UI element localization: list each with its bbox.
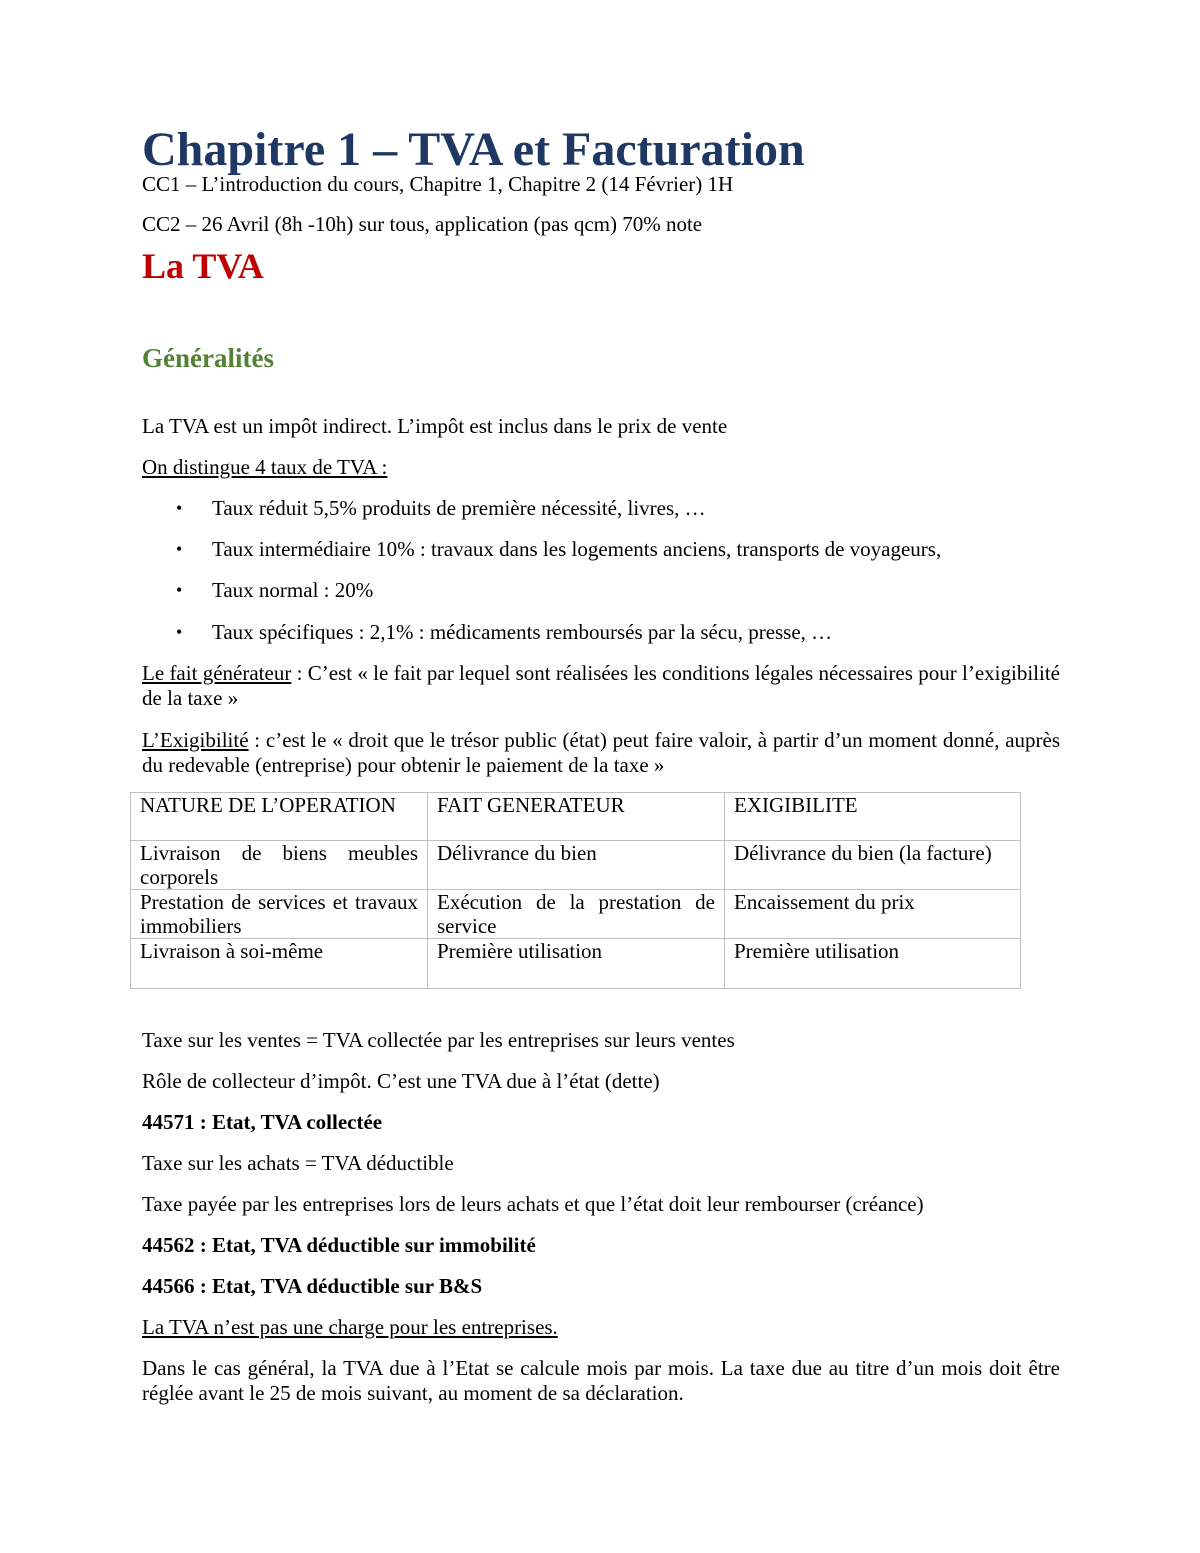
table-row [131, 841, 1021, 890]
table-cell: Délivrance du bien (la facture) [725, 841, 1021, 890]
table-header-cell: EXIGIBILITE [725, 793, 1021, 841]
list-item [142, 578, 1062, 603]
taxe-achats-line: Taxe sur les achats = TVA déductible [142, 1151, 454, 1175]
table-cell: Livraison à soi-même [131, 939, 428, 989]
table-header-cell: NATURE DE L’OPERATION [131, 793, 428, 841]
general-case-paragraph: Dans le cas général, la TVA due à l’Etat se calcule mois par mois. La taxe due au titre d’un mois doit être réglée avant le 25 de mois suivant, au moment de sa déclaration. [142, 1356, 1060, 1405]
bullet-icon: • [176, 622, 183, 642]
vat-table [130, 792, 1021, 989]
chapter-title: Chapitre 1 – TVA et Facturation [142, 123, 805, 176]
table-cell: Exécution de la prestation de service [428, 890, 725, 939]
table-row [131, 939, 1021, 989]
cc1-line: CC1 – L’introduction du cours, Chapitre 1, Chapitre 2 (14 Février) 1H [142, 172, 734, 196]
exigibilite-paragraph [142, 728, 1060, 778]
fait-generateur-definition: : C’est « le fait par lequel sont réalisées les conditions légales nécessaires pour l’exigibilité de la taxe » [142, 661, 1060, 710]
list-item [142, 496, 1062, 521]
table-cell: Prestation de services et travaux immobiliers [131, 890, 428, 939]
exigibilite-definition: : c’est le « droit que le trésor public (état) peut faire valoir, à partir d’un moment donné, auprès du redevable (entreprise) pour obtenir le paiement de la taxe » [142, 728, 1060, 777]
cc2-line: CC2 – 26 Avril (8h -10h) sur tous, application (pas qcm) 70% note [142, 212, 703, 236]
table-cell: Première utilisation [725, 939, 1021, 989]
account-44571: 44571 : Etat, TVA collectée [142, 1110, 383, 1134]
fait-generateur-paragraph [142, 661, 1060, 711]
table-cell: Livraison de biens meubles corporels [131, 841, 428, 890]
subsection-title: Généralités [142, 343, 274, 373]
rate-text: Taux normal : 20% [212, 578, 374, 602]
bullet-icon: • [176, 580, 183, 600]
taxe-payee-line: Taxe payée par les entreprises lors de leurs achats et que l’état doit leur rembourser (créance) [142, 1192, 924, 1216]
table-header-cell: FAIT GENERATEUR [428, 793, 725, 841]
bullet-icon: • [176, 539, 183, 559]
list-item [142, 537, 1062, 562]
account-44562: 44562 : Etat, TVA déductible sur immobilité [142, 1233, 536, 1257]
table-header-row [131, 793, 1021, 841]
exigibilite-term: L’Exigibilité [142, 728, 249, 752]
rate-text: Taux intermédiaire 10% : travaux dans les logements anciens, transports de voyageurs, [212, 537, 942, 561]
section-title: La TVA [142, 246, 264, 286]
role-line: Rôle de collecteur d’impôt. C’est une TVA due à l’état (dette) [142, 1069, 660, 1093]
rate-text: Taux réduit 5,5% produits de première nécessité, livres, … [212, 496, 706, 520]
table-cell: Première utilisation [428, 939, 725, 989]
bullet-icon: • [176, 498, 183, 518]
table-cell: Encaissement du prix [725, 890, 1021, 939]
rates-heading: On distingue 4 taux de TVA : [142, 455, 388, 479]
list-item [142, 620, 1062, 645]
fait-generateur-term: Le fait générateur [142, 661, 292, 685]
not-charge-line: La TVA n’est pas une charge pour les entreprises. [142, 1315, 558, 1339]
account-44566: 44566 : Etat, TVA déductible sur B&S [142, 1274, 483, 1298]
rate-text: Taux spécifiques : 2,1% : médicaments remboursés par la sécu, presse, … [212, 620, 833, 644]
taxe-ventes-line: Taxe sur les ventes = TVA collectée par les entreprises sur leurs ventes [142, 1028, 735, 1052]
table-cell: Délivrance du bien [428, 841, 725, 890]
intro-line: La TVA est un impôt indirect. L’impôt est inclus dans le prix de vente [142, 414, 728, 438]
table-row [131, 890, 1021, 939]
